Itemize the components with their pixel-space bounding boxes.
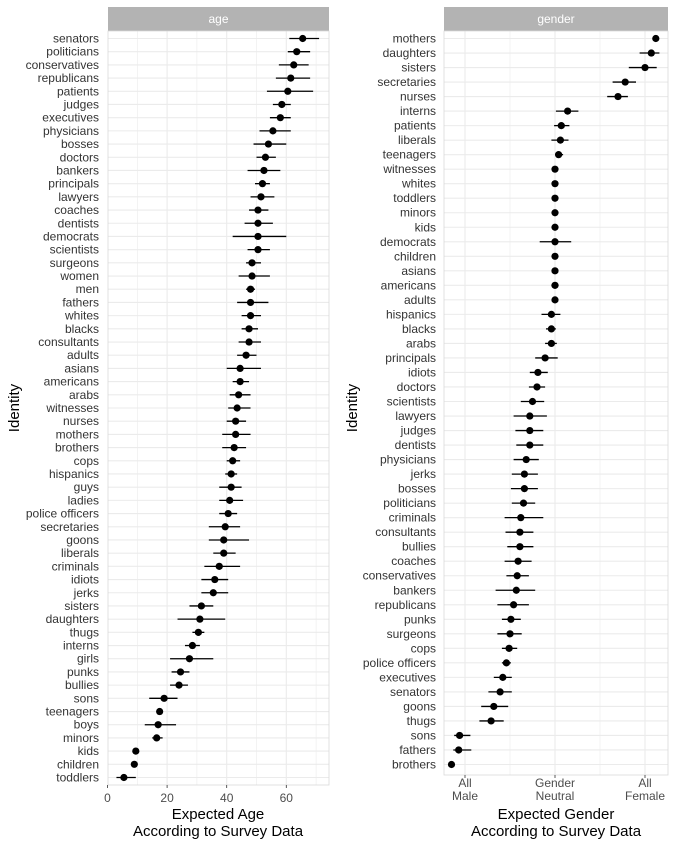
data-point xyxy=(155,721,162,728)
x-tick-label: Gender xyxy=(534,776,576,790)
y-tick-label: patients xyxy=(393,118,436,133)
data-point xyxy=(277,114,284,121)
data-point xyxy=(564,108,571,115)
y-tick-label: idiots xyxy=(70,572,99,587)
data-point xyxy=(254,233,261,240)
data-point xyxy=(517,514,524,521)
y-tick-label: arabs xyxy=(405,336,436,351)
y-tick-label: senators xyxy=(389,684,436,699)
data-point xyxy=(521,471,528,478)
y-tick-label: senators xyxy=(52,31,99,46)
data-point xyxy=(557,137,564,144)
data-point xyxy=(503,659,510,666)
y-tick-label: executives xyxy=(42,110,99,125)
data-point xyxy=(526,427,533,434)
data-point xyxy=(189,642,196,649)
data-point xyxy=(231,444,238,451)
gender-x-tick-labels xyxy=(452,775,665,803)
gender-y-tick-labels xyxy=(363,32,436,772)
data-point xyxy=(551,166,558,173)
y-tick-label: republicans xyxy=(374,597,436,612)
data-point xyxy=(499,674,506,681)
data-point xyxy=(220,536,227,543)
y-tick-label: police officers xyxy=(25,506,99,521)
data-point xyxy=(555,151,562,158)
data-point xyxy=(548,340,555,347)
y-tick-label: bankers xyxy=(56,163,99,178)
y-tick-label: witnesses xyxy=(46,401,99,415)
y-tick-label: doctors xyxy=(396,379,436,394)
age-x-tick-labels xyxy=(104,785,293,805)
y-tick-label: women xyxy=(60,269,99,284)
y-tick-label: kids xyxy=(77,744,99,759)
data-point xyxy=(290,61,297,68)
x-tick-label: All xyxy=(638,776,652,790)
y-tick-label: consultants xyxy=(38,335,99,350)
y-tick-label: conservatives xyxy=(25,57,99,72)
y-tick-label: toddlers xyxy=(393,191,436,206)
data-point xyxy=(161,695,168,702)
y-tick-label: girls xyxy=(76,651,99,666)
age-strip-label: age xyxy=(208,12,229,26)
data-point xyxy=(259,180,266,187)
y-tick-label: daughters xyxy=(382,46,436,61)
data-point xyxy=(248,259,255,266)
y-tick-label: nurses xyxy=(62,414,99,429)
data-point xyxy=(551,180,558,187)
data-point xyxy=(226,497,233,504)
y-tick-label: judges xyxy=(63,97,99,112)
y-tick-label: patients xyxy=(56,84,99,99)
y-tick-label: minors xyxy=(62,730,99,745)
y-tick-label: dentists xyxy=(57,216,99,231)
y-tick-label: lawyers xyxy=(58,189,99,204)
y-tick-label: sons xyxy=(73,691,99,706)
data-point xyxy=(614,93,621,100)
age-gridlines xyxy=(108,31,329,785)
data-point xyxy=(284,88,291,95)
data-point xyxy=(287,74,294,81)
y-tick-label: hispanics xyxy=(48,466,99,481)
data-point xyxy=(254,220,261,227)
age-y-axis-title: Identity xyxy=(6,383,23,433)
x-tick-label: 20 xyxy=(160,791,174,805)
x-tick-label: Neutral xyxy=(535,789,575,803)
data-point xyxy=(245,338,252,345)
y-tick-label: bankers xyxy=(393,583,436,598)
y-tick-label: brothers xyxy=(54,440,99,455)
data-point xyxy=(506,630,513,637)
data-point xyxy=(225,510,232,517)
data-point xyxy=(455,746,462,753)
data-point xyxy=(156,708,163,715)
y-tick-label: politicians xyxy=(383,496,436,511)
data-point xyxy=(175,682,182,689)
y-tick-label: nurses xyxy=(399,89,436,104)
data-point xyxy=(228,484,235,491)
y-tick-label: dentists xyxy=(394,438,436,453)
data-point xyxy=(526,412,533,419)
y-tick-label: arabs xyxy=(68,387,99,402)
y-tick-label: physicians xyxy=(379,452,436,467)
age-facet xyxy=(6,7,329,840)
data-point xyxy=(529,398,536,405)
data-point xyxy=(551,282,558,289)
data-point xyxy=(551,267,558,274)
gender-gridlines xyxy=(444,31,668,775)
data-point xyxy=(262,154,269,161)
y-tick-label: interns xyxy=(399,104,436,119)
y-tick-label: criminals xyxy=(51,559,99,574)
y-tick-label: sons xyxy=(410,728,436,743)
data-point xyxy=(220,550,227,557)
y-tick-label: thugs xyxy=(406,713,436,728)
data-point xyxy=(497,688,504,695)
y-tick-label: liberals xyxy=(60,546,99,561)
y-tick-label: republicans xyxy=(37,71,99,86)
data-point xyxy=(232,418,239,425)
data-point xyxy=(254,246,261,253)
data-point xyxy=(551,253,558,260)
y-tick-label: sisters xyxy=(64,598,99,613)
gender-x-axis-title-line2: According to Survey Data xyxy=(470,823,642,840)
y-tick-label: whites xyxy=(64,308,99,323)
data-point xyxy=(245,325,252,332)
data-point xyxy=(523,456,530,463)
data-point xyxy=(186,655,193,662)
y-tick-label: coaches xyxy=(391,554,436,569)
data-point xyxy=(132,748,139,755)
data-point xyxy=(278,101,285,108)
data-point xyxy=(507,616,514,623)
data-point xyxy=(235,391,242,398)
y-tick-label: judges xyxy=(400,423,436,438)
data-point xyxy=(551,209,558,216)
data-point xyxy=(448,761,455,768)
data-point xyxy=(521,485,528,492)
data-point xyxy=(265,140,272,147)
data-point xyxy=(490,703,497,710)
y-tick-label: brothers xyxy=(391,757,436,772)
data-point xyxy=(232,431,239,438)
data-point xyxy=(247,312,254,319)
y-tick-label: consultants xyxy=(375,525,436,540)
data-point xyxy=(534,369,541,376)
data-point xyxy=(196,616,203,623)
y-tick-label: blacks xyxy=(401,321,436,336)
y-tick-label: adults xyxy=(66,348,99,363)
data-point xyxy=(533,383,540,390)
y-tick-label: doctors xyxy=(59,150,99,165)
gender-y-axis-title: Identity xyxy=(344,383,361,433)
data-point xyxy=(622,78,629,85)
y-tick-label: men xyxy=(75,282,99,297)
y-tick-label: principals xyxy=(385,350,436,365)
age-x-axis-title-line2: According to Survey Data xyxy=(132,823,304,840)
x-tick-label: 0 xyxy=(104,791,111,805)
y-tick-label: politicians xyxy=(46,44,99,59)
data-point xyxy=(456,732,463,739)
data-point xyxy=(510,601,517,608)
data-point xyxy=(551,296,558,303)
y-tick-label: ladies xyxy=(67,493,99,508)
data-point xyxy=(247,299,254,306)
y-tick-label: principals xyxy=(48,176,99,191)
x-tick-label: 40 xyxy=(220,791,234,805)
y-tick-label: criminals xyxy=(388,510,436,525)
data-point xyxy=(153,734,160,741)
y-tick-label: conservatives xyxy=(362,568,436,583)
y-tick-label: sisters xyxy=(401,60,436,75)
y-tick-label: fathers xyxy=(399,742,436,757)
age-y-tick-labels xyxy=(26,32,99,785)
y-tick-label: secretaries xyxy=(377,75,436,90)
data-point xyxy=(210,589,217,596)
data-point xyxy=(488,717,495,724)
y-tick-label: interns xyxy=(62,638,99,653)
data-point xyxy=(269,127,276,134)
y-tick-label: asians xyxy=(64,361,99,376)
data-point xyxy=(548,325,555,332)
y-tick-label: guys xyxy=(73,480,99,495)
y-tick-label: idiots xyxy=(407,365,436,380)
data-point xyxy=(551,238,558,245)
data-point xyxy=(548,311,555,318)
data-point xyxy=(641,64,648,71)
age-x-axis-title-line1: Expected Age xyxy=(171,806,265,823)
data-point xyxy=(228,470,235,477)
gender-strip-label: gender xyxy=(537,12,575,26)
data-point xyxy=(222,523,229,530)
data-point xyxy=(254,206,261,213)
data-point xyxy=(237,365,244,372)
data-point xyxy=(242,352,249,359)
y-tick-label: democrats xyxy=(42,229,99,244)
data-point xyxy=(120,774,127,781)
data-point xyxy=(293,48,300,55)
y-tick-label: teenagers xyxy=(382,147,436,162)
data-point xyxy=(177,668,184,675)
x-tick-label: All xyxy=(458,776,472,790)
data-point xyxy=(198,602,205,609)
y-tick-label: lawyers xyxy=(395,409,436,424)
data-point xyxy=(551,224,558,231)
x-tick-label: Female xyxy=(624,789,666,803)
x-tick-label: 60 xyxy=(279,791,293,805)
data-point xyxy=(652,35,659,42)
y-tick-label: bosses xyxy=(397,481,436,496)
y-tick-label: fathers xyxy=(62,295,99,310)
y-tick-label: americans xyxy=(43,374,99,389)
y-tick-label: executives xyxy=(379,670,436,685)
y-tick-label: minors xyxy=(399,205,436,220)
data-point xyxy=(247,286,254,293)
data-point xyxy=(516,543,523,550)
y-tick-label: punks xyxy=(66,664,99,679)
y-tick-label: mothers xyxy=(392,31,436,46)
y-tick-label: toddlers xyxy=(56,770,99,785)
data-point xyxy=(513,587,520,594)
y-tick-label: thugs xyxy=(69,625,99,640)
y-tick-label: daughters xyxy=(45,612,99,627)
y-tick-label: police officers xyxy=(362,655,436,670)
y-tick-label: asians xyxy=(401,263,436,278)
gender-facet xyxy=(344,7,668,840)
data-point xyxy=(514,572,521,579)
y-tick-label: scientists xyxy=(386,394,436,409)
data-point xyxy=(211,576,218,583)
gender-x-axis-title-line1: Expected Gender xyxy=(497,806,615,823)
y-tick-label: blacks xyxy=(64,321,99,336)
data-point xyxy=(237,378,244,385)
y-tick-label: adults xyxy=(403,292,436,307)
y-tick-label: physicians xyxy=(42,123,99,138)
y-tick-label: jerks xyxy=(410,467,436,482)
y-tick-label: boys xyxy=(73,717,99,732)
y-tick-label: kids xyxy=(414,220,436,235)
data-point xyxy=(558,122,565,129)
data-point xyxy=(542,354,549,361)
y-tick-label: punks xyxy=(403,612,436,627)
y-tick-label: democrats xyxy=(379,234,436,249)
y-tick-label: cops xyxy=(73,453,99,468)
y-tick-label: mothers xyxy=(55,427,99,442)
y-tick-label: whites xyxy=(401,176,436,191)
data-point xyxy=(260,167,267,174)
data-point xyxy=(648,49,655,56)
y-tick-label: liberals xyxy=(397,133,436,148)
y-tick-label: americans xyxy=(380,278,436,293)
y-tick-label: bullies xyxy=(64,678,99,693)
y-tick-label: jerks xyxy=(73,585,99,600)
y-tick-label: children xyxy=(393,249,436,264)
y-tick-label: coaches xyxy=(54,203,99,218)
y-tick-label: hispanics xyxy=(385,307,436,322)
y-tick-label: scientists xyxy=(49,242,99,257)
data-point xyxy=(229,457,236,464)
data-point xyxy=(131,761,138,768)
data-point xyxy=(506,645,513,652)
y-tick-label: secretaries xyxy=(40,519,99,534)
y-tick-label: teenagers xyxy=(45,704,99,719)
y-tick-label: surgeons xyxy=(49,255,99,270)
data-point xyxy=(516,529,523,536)
y-tick-label: goons xyxy=(403,699,436,714)
y-tick-label: witnesses xyxy=(383,162,436,177)
data-point xyxy=(520,500,527,507)
data-point xyxy=(551,195,558,202)
y-tick-label: children xyxy=(56,757,99,772)
data-point xyxy=(216,563,223,570)
x-tick-label: Male xyxy=(451,789,479,803)
y-tick-label: surgeons xyxy=(386,626,436,641)
data-point xyxy=(257,193,264,200)
data-point xyxy=(248,272,255,279)
data-point xyxy=(195,629,202,636)
data-point xyxy=(234,404,241,411)
y-tick-label: goons xyxy=(66,532,99,547)
data-point xyxy=(299,35,306,42)
y-tick-label: cops xyxy=(410,641,436,656)
y-tick-label: bosses xyxy=(60,137,99,152)
data-point xyxy=(515,558,522,565)
data-point xyxy=(526,441,533,448)
y-tick-label: bullies xyxy=(401,539,436,554)
